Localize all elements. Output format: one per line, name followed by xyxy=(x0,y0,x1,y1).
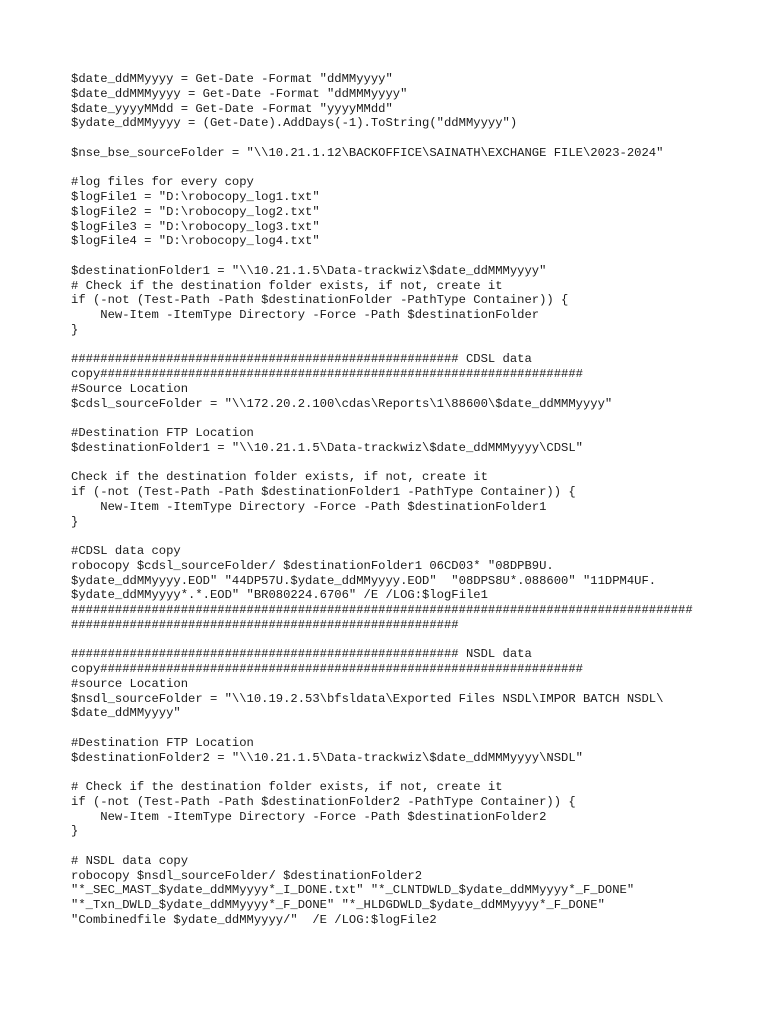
script-code-block xyxy=(71,72,761,928)
code-line: $nse_bse_sourceFolder = "\\10.21.1.12\BACKOFFICE\SAINATH\EXCHANGE FILE\2023-2024" xyxy=(71,145,664,160)
code-line: $date_ddMMyyyy = Get-Date -Format "ddMMyyyy" xyxy=(71,72,393,86)
code-line: if (-not (Test-Path -Path $destinationFolder -PathType Container)) { xyxy=(71,293,569,308)
code-line: $destinationFolder1 = "\\10.21.1.5\Data-trackwiz\$date_ddMMMyyyy" xyxy=(71,263,547,278)
code-line: ##################################################### NSDL data xyxy=(71,647,532,662)
code-line: $cdsl_sourceFolder = "\\172.20.2.100\cdas\Reports\1\88600\$date_ddMMMyyyy" xyxy=(71,396,613,411)
code-line: $date_ddMMMyyyy = Get-Date -Format "ddMMMyyyy" xyxy=(71,86,408,101)
blank-line xyxy=(71,131,761,146)
code-line: New-Item -ItemType Directory -Force -Path $destinationFolder2 xyxy=(71,809,547,824)
code-line: if (-not (Test-Path -Path $destinationFolder2 -PathType Container)) { xyxy=(71,794,576,809)
blank-line xyxy=(71,529,761,544)
code-line: #log files for every copy xyxy=(71,175,254,190)
code-line: #source Location xyxy=(71,676,189,691)
code-line: $ydate_ddMMyyyy = (Get-Date).AddDays(-1).ToString("ddMMyyyy") xyxy=(71,116,518,131)
code-line: $destinationFolder1 = "\\10.21.1.5\Data-trackwiz\$date_ddMMMyyyy\CDSL" xyxy=(71,440,583,455)
code-line: New-Item -ItemType Directory -Force -Path $destinationFolder xyxy=(71,308,540,322)
code-line: Check if the destination folder exists, if not, create it xyxy=(71,470,488,485)
code-line: $logFile1 = "D:\robocopy_log1.txt" xyxy=(71,190,320,204)
blank-line xyxy=(71,633,761,648)
code-line: "*_SEC_MAST_$ydate_ddMMyyyy*_I_DONE.txt" "*_CLNTDWLD_$ydate_ddMMyyyy*_F_DONE" xyxy=(71,883,635,898)
code-line: "Combinedfile $ydate_ddMMyyyy/" /E /LOG:$logFile2 xyxy=(71,912,437,927)
code-line: ##################################################### CDSL data xyxy=(71,352,532,367)
code-line: $destinationFolder2 = "\\10.21.1.5\Data-trackwiz\$date_ddMMMyyyy\NSDL" xyxy=(71,750,583,765)
code-line: $ydate_ddMMyyyy*.*.EOD" "BR080224.6706" /E /LOG:$logFile1 xyxy=(71,588,488,603)
blank-line xyxy=(71,839,761,854)
code-line: $logFile3 = "D:\robocopy_log3.txt" xyxy=(71,219,320,234)
code-line: #Destination FTP Location xyxy=(71,426,254,440)
code-line: robocopy $cdsl_sourceFolder/ $destinationFolder1 06CD03* "08DPB9U. xyxy=(71,558,554,573)
code-line: copy################################################################## xyxy=(71,367,583,381)
code-line: # Check if the destination folder exists, if not, create it xyxy=(71,278,503,293)
code-line: #Source Location xyxy=(71,381,189,396)
code-line: $ydate_ddMMyyyy.EOD" "44DP57U.$ydate_ddMMyyyy.EOD" "08DPS8U*.088600" "11DPM4UF. xyxy=(71,573,657,588)
code-line: #CDSL data copy xyxy=(71,544,181,558)
code-line: } xyxy=(71,824,79,839)
code-line: $date_yyyyMMdd = Get-Date -Format "yyyyMMdd" xyxy=(71,101,393,116)
blank-line xyxy=(71,456,761,471)
blank-line xyxy=(71,249,761,264)
blank-line xyxy=(71,338,761,353)
code-line: $date_ddMMyyyy" xyxy=(71,706,181,721)
blank-line xyxy=(71,721,761,736)
blank-line xyxy=(71,161,761,176)
code-line: # NSDL data copy xyxy=(71,853,189,868)
code-line: $logFile4 = "D:\robocopy_log4.txt" xyxy=(71,234,320,249)
blank-line xyxy=(71,765,761,780)
code-line: if (-not (Test-Path -Path $destinationFolder1 -PathType Container)) { xyxy=(71,485,576,499)
code-line: copy################################################################## xyxy=(71,662,583,676)
code-line: #Destination FTP Location xyxy=(71,735,254,750)
code-line: } xyxy=(71,514,79,529)
code-line: New-Item -ItemType Directory -Force -Path $destinationFolder1 xyxy=(71,499,547,514)
code-line: robocopy $nsdl_sourceFolder/ $destinationFolder2 xyxy=(71,868,423,883)
code-line: $logFile2 = "D:\robocopy_log2.txt" xyxy=(71,204,320,219)
code-line: # Check if the destination folder exists, if not, create it xyxy=(71,780,503,794)
code-line: } xyxy=(71,322,79,337)
code-line: ##################################################### xyxy=(71,617,459,632)
blank-line xyxy=(71,411,761,426)
code-line: $nsdl_sourceFolder = "\\10.19.2.53\bfsldata\Exported Files NSDL\IMPOR BATCH NSDL\ xyxy=(71,691,664,706)
code-line: "*_Txn_DWLD_$ydate_ddMMyyyy*_F_DONE" "*_HLDGDWLD_$ydate_ddMMyyyy*_F_DONE" xyxy=(71,898,605,912)
code-line: ##################################################################################### xyxy=(71,603,693,617)
